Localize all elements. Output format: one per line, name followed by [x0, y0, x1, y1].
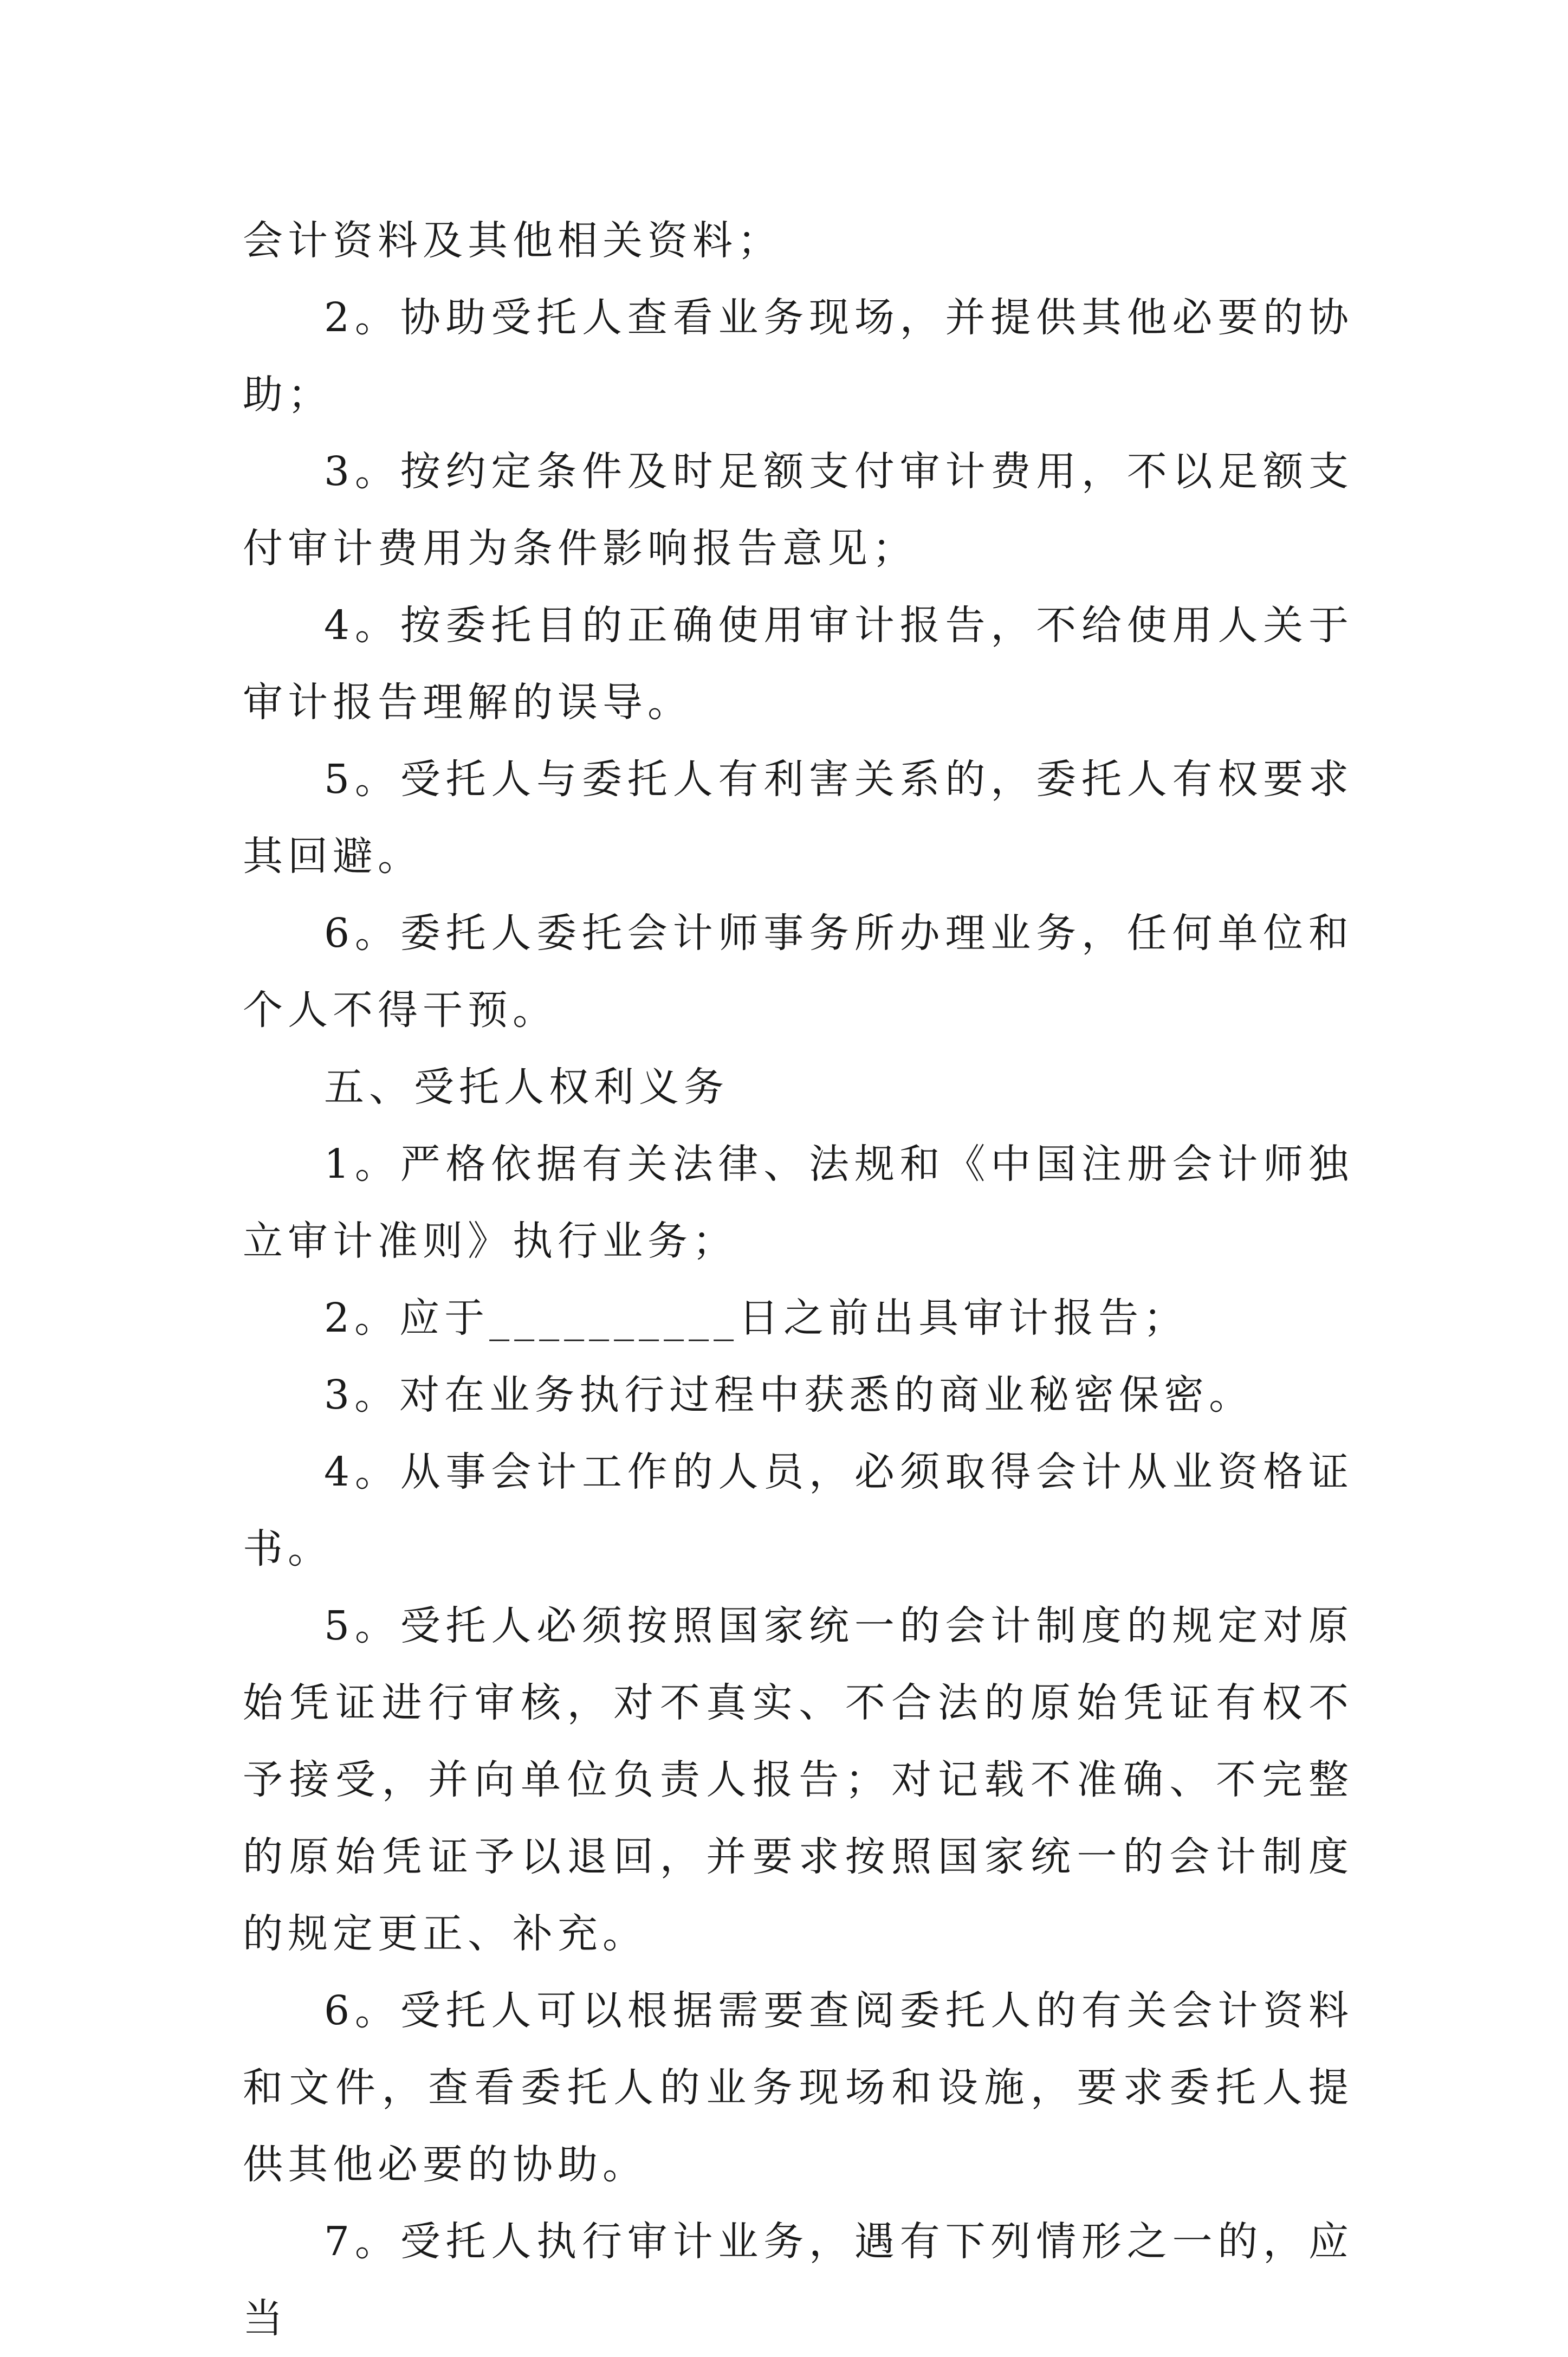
- paragraph: 3。对在业务执行过程中获悉的商业秘密保密。: [324, 1372, 1254, 1418]
- paragraph: 1。严格依据有关法律、法规和《中国注册会计师独立审计准则》执行业务；: [243, 1141, 1353, 1264]
- paragraph: 7。受托人执行审计业务，遇有下列情形之一的，应当: [243, 2218, 1353, 2342]
- document-body: [243, 202, 1353, 2357]
- paragraph: 2。应于__________日之前出具审计报告；: [324, 1295, 1189, 1341]
- section-heading: 五、受托人权利义务: [324, 1064, 729, 1110]
- paragraph: 会计资料及其他相关资料；: [243, 217, 782, 264]
- paragraph: 6。委托人委托会计师事务所办理业务，任何单位和个人不得干预。: [243, 910, 1353, 1034]
- paragraph: 2。协助受托人查看业务现场，并提供其他必要的协助；: [243, 294, 1353, 418]
- paragraph: 4。按委托目的正确使用审计报告，不给使用人关于审计报告理解的误导。: [243, 602, 1353, 726]
- paragraph: 5。受托人与委托人有利害关系的，委托人有权要求其回避。: [243, 756, 1353, 880]
- paragraph: 3。按约定条件及时足额支付审计费用，不以足额支付审计费用为条件影响报告意见；: [243, 448, 1353, 572]
- paragraph: 4。从事会计工作的人员，必须取得会计从业资格证书。: [243, 1449, 1353, 1572]
- paragraph: 5。受托人必须按照国家统一的会计制度的规定对原始凭证进行审核，对不真实、不合法的原始凭证有权不予接受，并向单位负责人报告；对记载不准确、不完整的原始凭证予以退回，并要求按照国家统一的会计制度的规定更正、补充。: [243, 1603, 1353, 1957]
- paragraph: 6。受托人可以根据需要查阅委托人的有关会计资料和文件，查看委托人的业务现场和设施，要求委托人提供其他必要的协助。: [243, 1987, 1353, 2188]
